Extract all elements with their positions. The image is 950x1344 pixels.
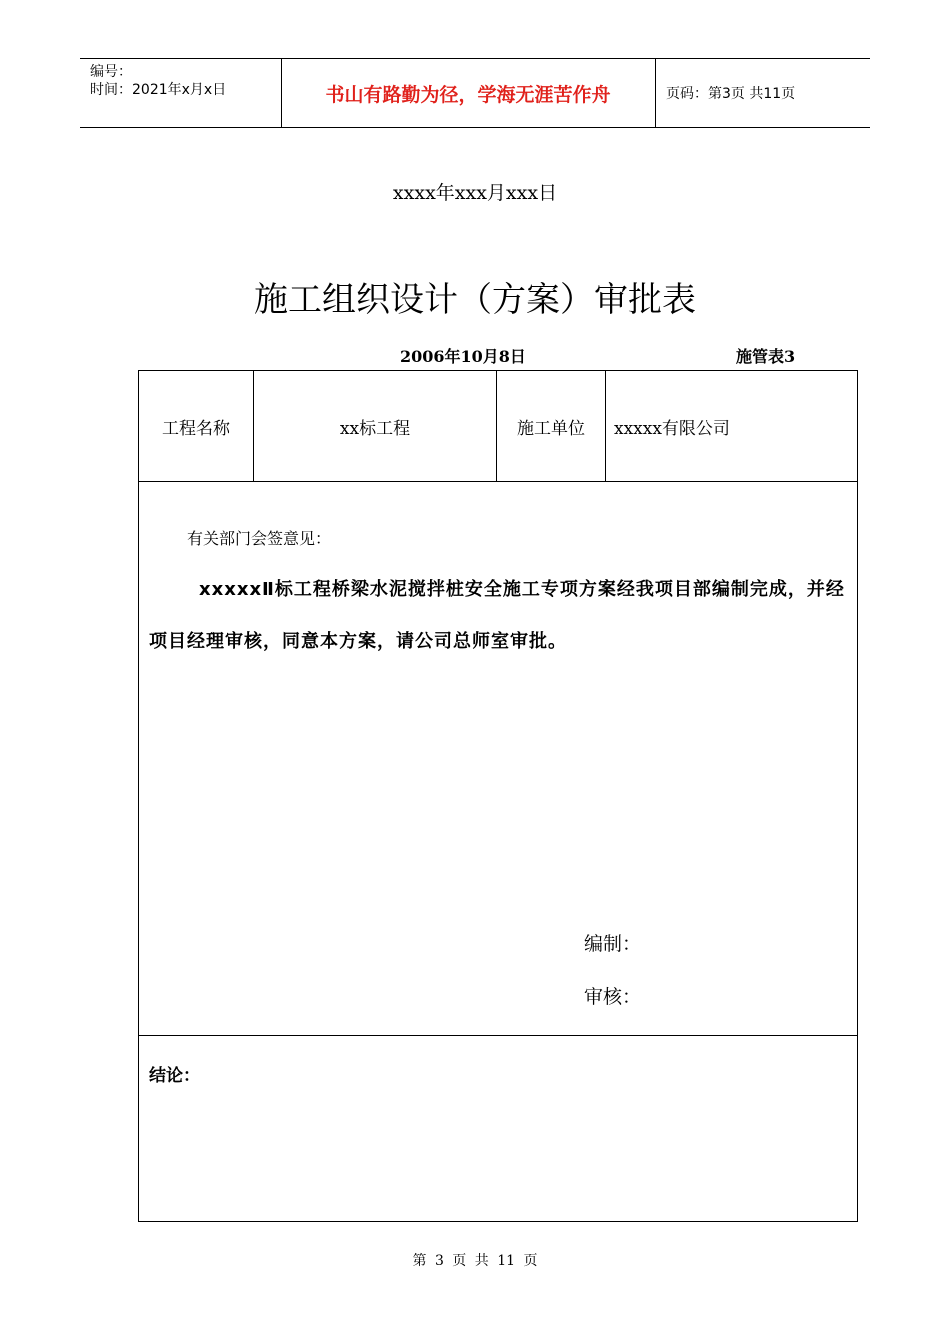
- opinion-section: [139, 482, 857, 1036]
- form-code: 施管表3: [736, 347, 796, 366]
- conclusion-label: 结论：: [149, 1066, 200, 1086]
- approval-form: [138, 370, 858, 1222]
- contractor-value: xxxxx有限公司: [614, 418, 730, 439]
- form-date: 2006年10月8日: [400, 347, 526, 366]
- page-footer: 第 3 页 共 11 页: [412, 1253, 538, 1269]
- contractor-label: 施工单位: [517, 418, 585, 439]
- prepared-by-label: 编制：: [584, 933, 642, 955]
- header-divider: [655, 59, 656, 127]
- cell-divider: [605, 371, 606, 481]
- reviewed-by-label: 审核：: [584, 986, 642, 1008]
- form-info-row: [139, 371, 857, 482]
- header-number: 编号：: [90, 64, 132, 80]
- page-header: [80, 58, 870, 128]
- header-time: 时间：2021年x月x日: [90, 82, 227, 98]
- opinion-text: xxxxxⅡ标工程桥梁水泥搅拌桩安全施工专项方案经我项目部编制完成，并经项目经理审核，同意本方案，请公司总师室审批。: [149, 579, 845, 652]
- opinion-label: 有关部门会签意见：: [187, 529, 332, 548]
- header-meta: [90, 63, 226, 99]
- date-line: xxxx年xxx月xxx日: [392, 182, 558, 204]
- page-title: 施工组织设计（方案）审批表: [254, 280, 696, 320]
- header-page-info: 页码：第3页 共11页: [666, 86, 796, 102]
- project-name-label: 工程名称: [162, 418, 230, 439]
- project-name-value: xx标工程: [339, 418, 411, 439]
- header-motto: 书山有路勤为径，学海无涯苦作舟: [325, 83, 611, 106]
